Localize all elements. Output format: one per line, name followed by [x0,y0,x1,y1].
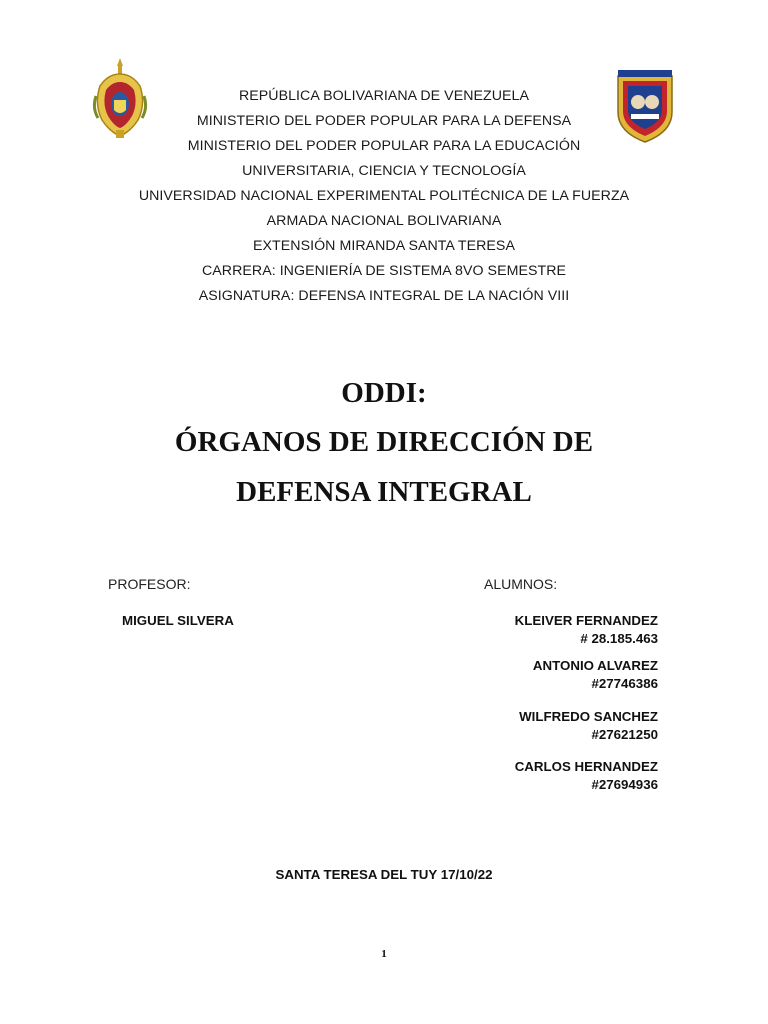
header-line-university-science: UNIVERSITARIA, CIENCIA Y TECNOLOGÍA [242,163,526,179]
page-number: 1 [381,948,387,960]
student-entry [358,612,658,648]
student-name: WILFREDO SANCHEZ [519,709,658,724]
document-title-line-3: DEFENSA INTEGRAL [236,476,532,508]
students-label: ALUMNOS: [484,576,558,592]
header-line-ministry-education: MINISTERIO DEL PODER POPULAR PARA LA EDUCACIÓN [187,138,581,154]
student-id: # 28.185.463 [580,631,658,646]
student-id: #27694936 [591,777,658,792]
header-line-ministry-defense: MINISTERIO DEL PODER POPULAR PARA LA DEFENSA [196,113,572,129]
student-name: ANTONIO ALVAREZ [532,658,658,673]
header-line-career: CARRERA: INGENIERÍA DE SISTEMA 8VO SEMESTRE [201,263,566,279]
student-entry [358,708,658,744]
institution-header [0,84,768,309]
header-line-university-name: UNIVERSIDAD NACIONAL EXPERIMENTAL POLITÉCNICA DE LA FUERZA [138,188,630,204]
header-line-subject: ASIGNATURA: DEFENSA INTEGRAL DE LA NACIÓN VIII [198,288,570,304]
professor-name: MIGUEL SILVERA [122,613,234,628]
document-title-line-1: ODDI: [341,377,427,409]
student-entry [358,758,658,794]
student-id: #27621250 [591,727,658,742]
header-line-armed-forces: ARMADA NACIONAL BOLIVARIANA [266,213,502,229]
student-id: #27746386 [591,676,658,691]
header-line-extension: EXTENSIÓN MIRANDA SANTA TERESA [253,238,515,254]
place-and-date: SANTA TERESA DEL TUY 17/10/22 [275,867,493,882]
student-name: KLEIVER FERNANDEZ [514,613,658,628]
header-line-republic: REPÚBLICA BOLIVARIANA DE VENEZUELA [238,88,529,104]
document-title-line-2: ÓRGANOS DE DIRECCIÓN DE [174,426,594,458]
student-entry [358,657,658,693]
professor-label: PROFESOR: [108,576,191,592]
student-name: CARLOS HERNANDEZ [514,759,658,774]
